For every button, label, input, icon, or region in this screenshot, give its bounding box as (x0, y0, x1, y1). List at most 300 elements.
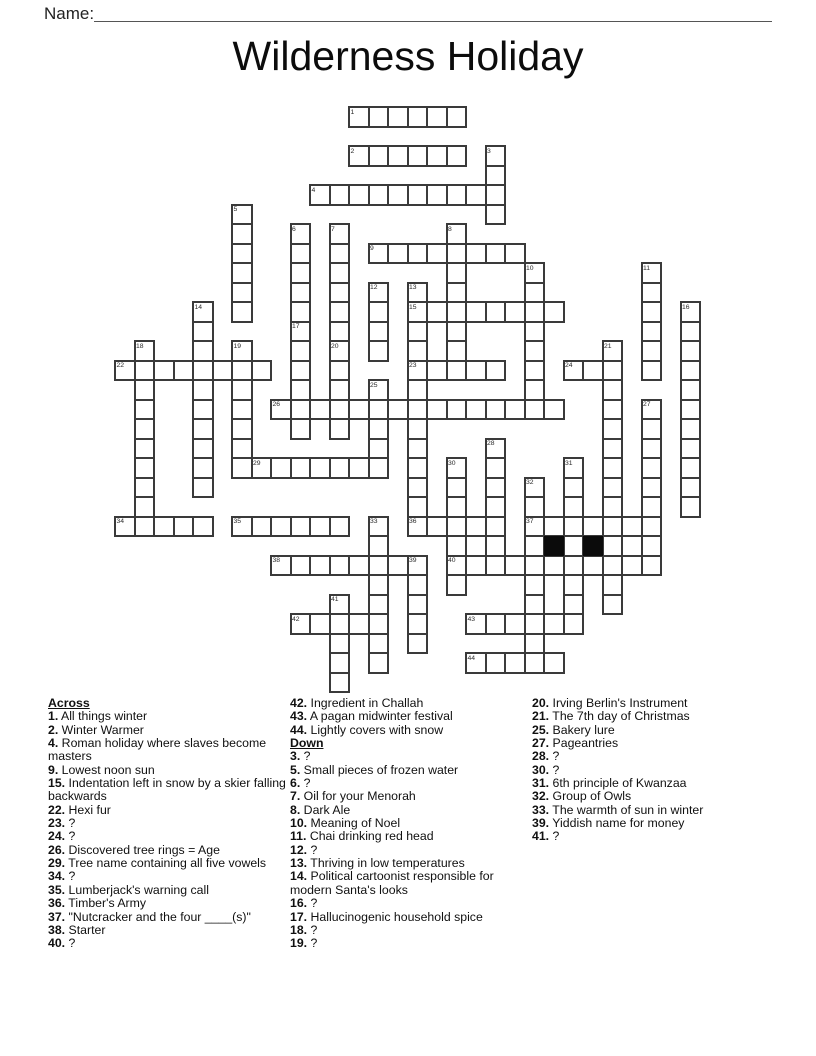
grid-cell (427, 400, 447, 420)
clue-number: 40. (48, 936, 66, 951)
grid-cell (447, 556, 467, 576)
clue-number: 21. (532, 709, 550, 724)
grid-cell (642, 478, 662, 498)
clue-number: 10. (290, 816, 308, 831)
grid-cell (525, 302, 545, 322)
grid-cell (232, 400, 252, 420)
grid-cell (369, 575, 389, 595)
clue-16: 16. ? (290, 896, 318, 911)
grid-cell (135, 458, 155, 478)
clue-2: 2. Winter Warmer (48, 722, 144, 737)
grid-cell (330, 244, 350, 264)
grid-cell (408, 107, 428, 127)
grid-cell (369, 146, 389, 166)
grid-cell (330, 224, 350, 244)
grid-cell (505, 653, 525, 673)
grid-cell (427, 185, 447, 205)
grid-cell (603, 458, 623, 478)
grid-cell (330, 400, 350, 420)
grid-cell (486, 497, 506, 517)
clue-10: 10. Meaning of Noel (290, 816, 401, 831)
grid-cell (193, 341, 213, 361)
clue-number: 12. (290, 842, 308, 857)
clue-42: 42. Ingredient in Challah (290, 696, 424, 710)
grid-cell (525, 478, 545, 498)
grid-cell (330, 614, 350, 634)
cell-number-27: 27 (643, 401, 651, 408)
grid-cell (193, 322, 213, 342)
grid-cell (427, 107, 447, 127)
grid-cell (232, 244, 252, 264)
cell-number-41: 41 (331, 596, 339, 603)
clue-7: 7. Oil for your Menorah (290, 789, 416, 804)
cell-number-44: 44 (467, 654, 476, 662)
grid-cell (681, 302, 701, 322)
cell-number-13: 13 (409, 284, 417, 291)
grid-cell (330, 380, 350, 400)
grid-cell (486, 556, 506, 576)
grid-cell (310, 458, 330, 478)
cell-number-12: 12 (370, 284, 378, 291)
clue-number: 22. (48, 802, 66, 817)
grid-cell (408, 634, 428, 654)
grid-cell (408, 146, 428, 166)
clue-12: 12. ? (290, 842, 318, 857)
grid-cell (408, 478, 428, 498)
clue-number: 17. (290, 909, 308, 924)
grid-cell (642, 497, 662, 517)
clue-21: 21. The 7th day of Christmas (532, 709, 690, 724)
clue-number: 23. (48, 816, 66, 831)
clue-number: 27. (532, 736, 550, 751)
clue-number: 28. (532, 749, 550, 764)
grid-cell (408, 361, 428, 381)
grid-cell (213, 361, 233, 381)
cell-number-7: 7 (331, 225, 335, 233)
grid-cell (525, 653, 545, 673)
clue-section-header-down: Down (290, 736, 324, 751)
grid-cell (544, 556, 564, 576)
grid-cell (310, 185, 330, 205)
grid-cell (232, 380, 252, 400)
clue-number: 39. (532, 816, 550, 831)
grid-cell (642, 341, 662, 361)
cell-number-23: 23 (409, 362, 417, 369)
grid-cell (681, 497, 701, 517)
grid-cell (603, 419, 623, 439)
grid-cell (369, 400, 389, 420)
clue-30: 30. ? (532, 762, 560, 777)
grid-cell (447, 322, 467, 342)
clue-32: 32. Group of Owls (532, 789, 632, 804)
grid-cell (447, 224, 467, 244)
grid-cell (525, 634, 545, 654)
grid-cell (642, 361, 662, 381)
grid-cell (349, 458, 369, 478)
clue-number: 25. (532, 722, 550, 737)
grid-cell (583, 517, 603, 537)
clue-number: 13. (290, 856, 308, 871)
grid-cell (408, 341, 428, 361)
clue-5: 5. Small pieces of frozen water (290, 762, 459, 777)
grid-cell (466, 556, 486, 576)
clue-number: 2. (48, 722, 59, 737)
grid-cell (232, 458, 252, 478)
grid-cell (408, 322, 428, 342)
grid-cell (115, 361, 135, 381)
grid-cell (447, 361, 467, 381)
grid-cell (603, 556, 623, 576)
grid-cell (349, 614, 369, 634)
grid-cell (505, 400, 525, 420)
grid-cell (193, 400, 213, 420)
grid-cell (642, 458, 662, 478)
cell-number-19: 19 (233, 342, 242, 350)
grid-cell (408, 185, 428, 205)
grid-cell (486, 146, 506, 166)
clue-34: 34. ? (48, 869, 76, 884)
grid-cell (505, 302, 525, 322)
grid-cell (232, 439, 252, 459)
grid-cell (427, 146, 447, 166)
clue-31: 31. 6th principle of Kwanzaa (532, 776, 687, 791)
clue-number: 14. (290, 869, 308, 884)
grid-cell (681, 478, 701, 498)
clue-number: 9. (48, 762, 59, 777)
clue-33: 33. The warmth of sun in winter (532, 802, 704, 817)
grid-cell (408, 302, 428, 322)
grid-cell (330, 517, 350, 537)
grid-cell (291, 517, 311, 537)
clue-number: 44. (290, 722, 308, 737)
grid-cell (349, 556, 369, 576)
grid-cell (603, 517, 623, 537)
grid-cell (291, 614, 311, 634)
grid-cell (466, 653, 486, 673)
grid-cell (291, 302, 311, 322)
grid-cell (115, 517, 135, 537)
grid-cell (447, 517, 467, 537)
grid-cell (232, 302, 252, 322)
grid-cell (681, 380, 701, 400)
grid-cell (291, 458, 311, 478)
grid-cell (525, 497, 545, 517)
grid-cell (330, 653, 350, 673)
grid-cell (174, 517, 194, 537)
grid-cell (252, 517, 272, 537)
grid-cell (388, 185, 408, 205)
cell-number-31: 31 (565, 459, 573, 467)
grid-cell (135, 478, 155, 498)
black-cell (583, 536, 603, 556)
grid-cell (447, 244, 467, 264)
clue-19: 19. ? (290, 936, 318, 951)
cell-number-32: 32 (526, 479, 534, 486)
clue-number: 16. (290, 896, 308, 911)
clue-18: 18. ? (290, 922, 318, 937)
cell-number-10: 10 (526, 264, 534, 272)
cell-number-29: 29 (253, 459, 261, 467)
grid-cell (525, 614, 545, 634)
clue-number: 38. (48, 922, 66, 937)
clue-13: 13. Thriving in low temperatures (290, 856, 465, 871)
cell-number-17: 17 (292, 323, 300, 330)
cell-number-42: 42 (292, 615, 300, 623)
grid-cell (486, 653, 506, 673)
clue-22: 22. Hexi fur (48, 802, 111, 817)
grid-cell (447, 146, 467, 166)
grid-cell (291, 419, 311, 439)
grid-cell (486, 439, 506, 459)
grid-cell (427, 302, 447, 322)
grid-cell (642, 283, 662, 303)
grid-cell (408, 517, 428, 537)
grid-cell (564, 575, 584, 595)
grid-cell (135, 419, 155, 439)
grid-cell (193, 302, 213, 322)
cell-number-4: 4 (311, 186, 316, 194)
grid-cell (603, 439, 623, 459)
grid-cell (466, 244, 486, 264)
clue-number: 18. (290, 922, 308, 937)
grid-cell (486, 166, 506, 186)
grid-cell (564, 614, 584, 634)
grid-cell (642, 439, 662, 459)
grid-cell (369, 322, 389, 342)
grid-cell (564, 536, 584, 556)
clue-23: 23. ? (48, 816, 76, 831)
grid-cell (408, 380, 428, 400)
grid-cell (642, 517, 662, 537)
clue-26: 26. Discovered tree rings = Age (48, 842, 220, 857)
clue-44: 44. Lightly covers with snow (290, 722, 444, 737)
grid-cell (603, 595, 623, 615)
grid-cell (681, 400, 701, 420)
grid-cell (486, 478, 506, 498)
clue-number: 19. (290, 936, 308, 951)
cell-number-21: 21 (604, 342, 612, 350)
grid-cell (447, 575, 467, 595)
clue-number: 35. (48, 882, 66, 897)
grid-cell (603, 341, 623, 361)
grid-cell (544, 517, 564, 537)
name-label: Name: (44, 4, 95, 23)
grid-cell (369, 107, 389, 127)
cell-number-24: 24 (565, 362, 573, 369)
grid-cell (564, 595, 584, 615)
cell-number-22: 22 (116, 362, 125, 369)
grid-cell (154, 361, 174, 381)
grid-cell (369, 380, 389, 400)
grid-cell (603, 497, 623, 517)
clue-number: 11. (290, 829, 307, 844)
grid-cell (603, 380, 623, 400)
grid-cell (310, 556, 330, 576)
grid-cell (466, 400, 486, 420)
grid-cell (135, 380, 155, 400)
grid-cell (525, 536, 545, 556)
grid-cell (135, 400, 155, 420)
grid-cell (369, 517, 389, 537)
grid-cell (583, 556, 603, 576)
grid-cell (154, 517, 174, 537)
grid-cell (369, 653, 389, 673)
clue-39: 39. Yiddish name for money (532, 816, 685, 831)
cell-number-39: 39 (409, 557, 417, 564)
grid-cell (135, 341, 155, 361)
grid-cell (408, 575, 428, 595)
clue-38: 38. Starter (48, 922, 106, 937)
grid-cell (486, 458, 506, 478)
grid-cell (486, 517, 506, 537)
grid-cell (310, 517, 330, 537)
grid-cell (408, 439, 428, 459)
clue-number: 20. (532, 696, 550, 710)
grid-cell (447, 302, 467, 322)
grid-cell (681, 361, 701, 381)
grid-cell (525, 380, 545, 400)
grid-cell (525, 575, 545, 595)
grid-cell (525, 361, 545, 381)
grid-cell (486, 361, 506, 381)
grid-cell (681, 341, 701, 361)
grid-cell (369, 283, 389, 303)
clue-number: 29. (48, 856, 66, 871)
grid-cell (544, 653, 564, 673)
cell-number-14: 14 (194, 303, 203, 311)
clue-43: 43. A pagan midwinter festival (290, 709, 453, 724)
grid-cell (408, 595, 428, 615)
black-cell (544, 536, 564, 556)
grid-cell (681, 419, 701, 439)
grid-cell (525, 517, 545, 537)
clue-8: 8. Dark Ale (290, 802, 351, 817)
grid-cell (232, 205, 252, 225)
grid-cell (193, 478, 213, 498)
grid-cell (291, 322, 311, 342)
grid-cell (330, 322, 350, 342)
grid-cell (330, 283, 350, 303)
grid-cell (603, 478, 623, 498)
grid-cell (564, 478, 584, 498)
cell-number-40: 40 (448, 557, 456, 564)
grid-cell (642, 419, 662, 439)
grid-cell (603, 400, 623, 420)
clue-number: 1. (48, 709, 59, 724)
grid-cell (486, 400, 506, 420)
clue-1: 1. All things winter (48, 709, 148, 724)
grid-cell (271, 458, 291, 478)
cell-number-30: 30 (448, 459, 456, 467)
clue-41: 41. ? (532, 829, 560, 844)
grid-cell (369, 341, 389, 361)
grid-cell (369, 302, 389, 322)
grid-cell (330, 419, 350, 439)
grid-cell (525, 400, 545, 420)
cell-number-36: 36 (409, 518, 417, 525)
grid-cell (603, 575, 623, 595)
grid-cell (330, 458, 350, 478)
grid-cell (564, 497, 584, 517)
cell-number-34: 34 (116, 518, 125, 525)
grid-cell (388, 244, 408, 264)
grid-cell (135, 361, 155, 381)
grid-cell (193, 439, 213, 459)
clue-column-2 (290, 697, 533, 951)
grid-cell (369, 439, 389, 459)
cell-number-2: 2 (350, 147, 355, 155)
grid-cell (330, 673, 350, 693)
grid-cell (135, 517, 155, 537)
grid-cell (544, 614, 564, 634)
clue-35: 35. Lumberjack's warning call (48, 882, 209, 897)
clue-number: 30. (532, 762, 550, 777)
grid-cell (388, 400, 408, 420)
grid-cell (369, 595, 389, 615)
grid-cell (564, 556, 584, 576)
grid-cell (252, 361, 272, 381)
grid-cell (447, 478, 467, 498)
grid-cell (388, 146, 408, 166)
grid-cell (486, 205, 506, 225)
clue-number: 41. (532, 829, 550, 844)
grid-cell (388, 556, 408, 576)
grid-cell (408, 497, 428, 517)
grid-cell (642, 302, 662, 322)
grid-cell (232, 263, 252, 283)
clue-column-3 (532, 697, 788, 844)
grid-cell (135, 439, 155, 459)
grid-cell (525, 595, 545, 615)
grid-cell (466, 361, 486, 381)
cell-number-38: 38 (272, 557, 281, 564)
grid-cell (193, 458, 213, 478)
clue-number: 33. (532, 802, 550, 817)
grid-cell (447, 536, 467, 556)
clue-number: 37. (48, 909, 66, 924)
grid-cell (349, 146, 369, 166)
grid-cell (525, 556, 545, 576)
cell-number-6: 6 (292, 225, 296, 233)
clue-number: 4. (48, 736, 59, 751)
grid-cell (330, 185, 350, 205)
grid-cell (486, 185, 506, 205)
grid-cell (349, 185, 369, 205)
grid-cell (310, 400, 330, 420)
clue-37: 37. "Nutcracker and the four ____(s)" (48, 909, 251, 924)
clue-29: 29. Tree name containing all five vowels (48, 856, 267, 871)
grid-cell (564, 517, 584, 537)
clue-number: 8. (290, 802, 301, 817)
page-title: Wilderness Holiday (232, 33, 584, 79)
cell-number-8: 8 (448, 225, 452, 233)
grid-cell (583, 361, 603, 381)
grid-cell (232, 419, 252, 439)
grid-cell (369, 458, 389, 478)
cell-number-3: 3 (487, 147, 491, 155)
grid-cell (252, 458, 272, 478)
grid-cell (466, 185, 486, 205)
grid-cell (291, 224, 311, 244)
grid-cell (330, 263, 350, 283)
grid-cell (447, 263, 467, 283)
grid-cell (681, 439, 701, 459)
grid-cell (564, 458, 584, 478)
grid-cell (291, 244, 311, 264)
grid-cell (330, 556, 350, 576)
grid-cell (174, 361, 194, 381)
cell-number-16: 16 (682, 303, 690, 311)
